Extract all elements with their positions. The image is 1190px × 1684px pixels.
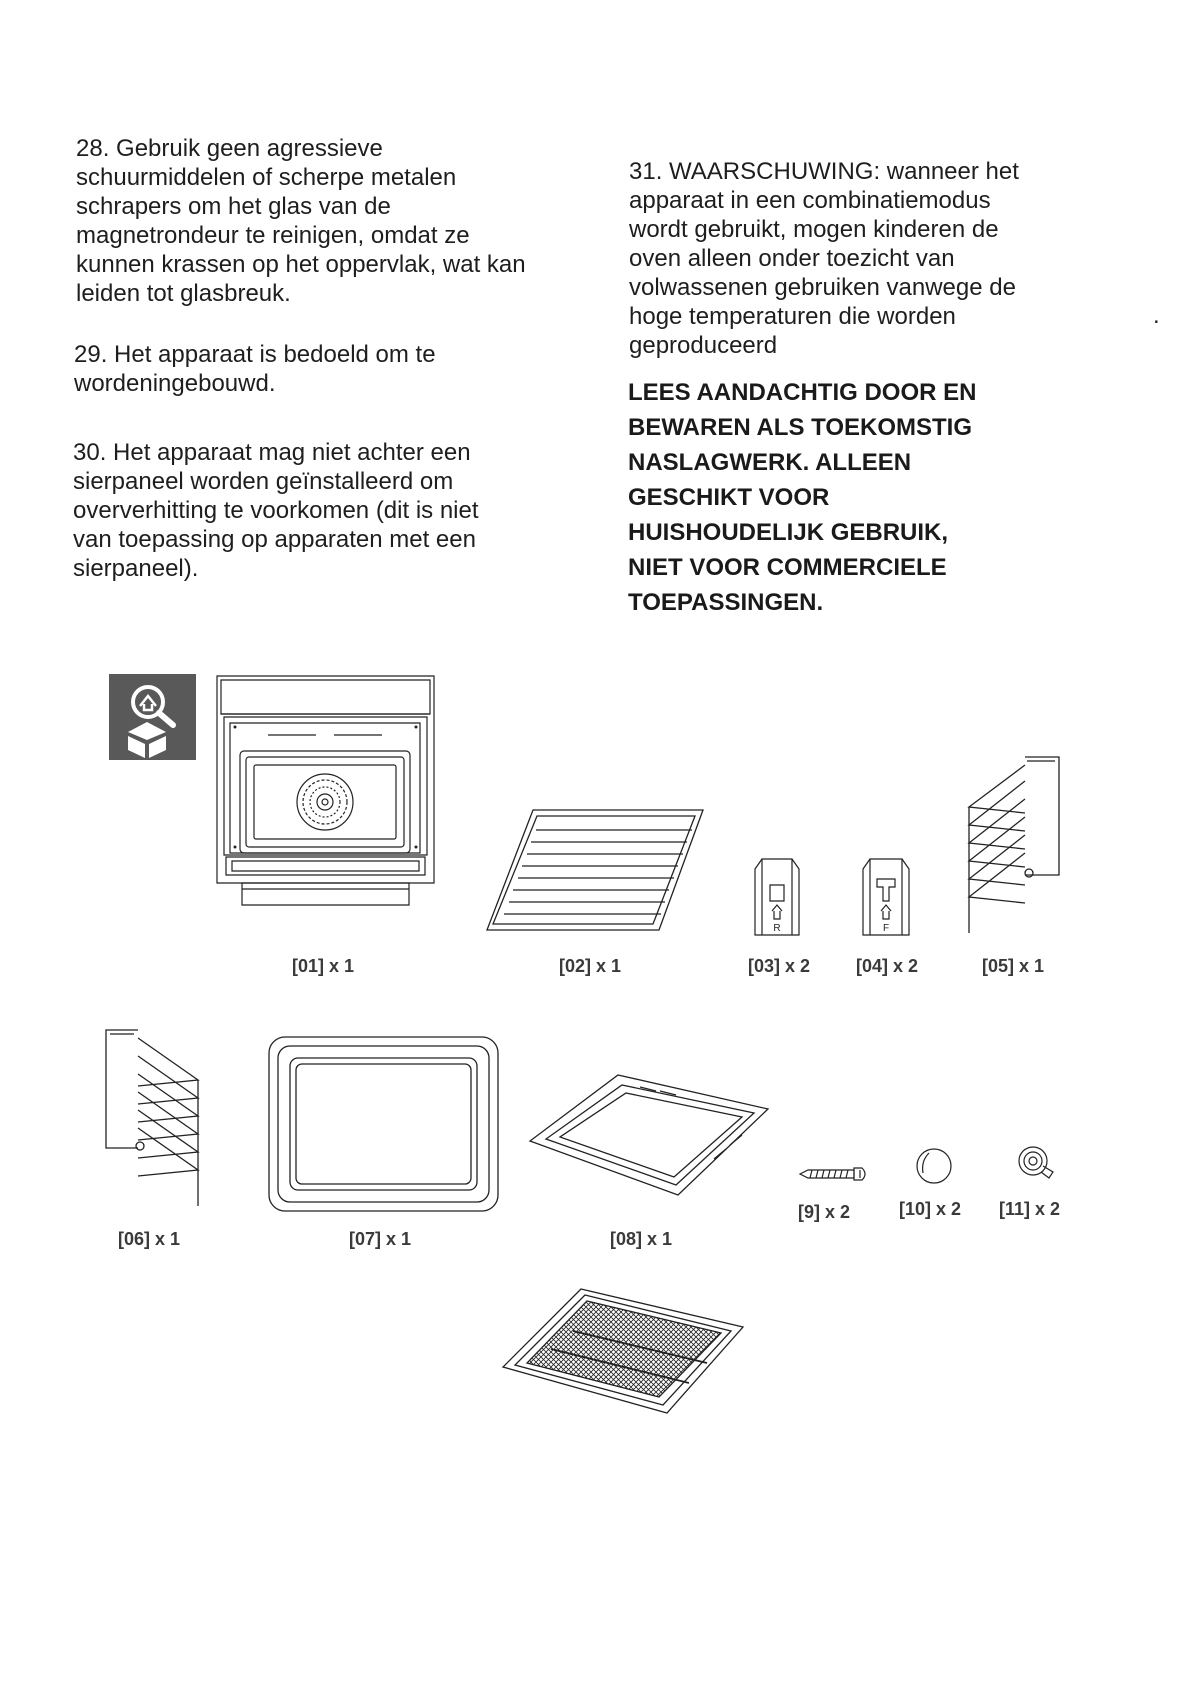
paragraph-31: 31. WAARSCHUWING: wanneer het apparaat in een combinatiemodus wordt gebruikt, mogen kinderen de oven alleen onder toezicht van volwassenen gebruiken vanwege de hoge temperaturen die worden geproduceerd <box>629 158 1019 359</box>
baking-tray-illustration <box>268 1036 499 1212</box>
side-rack-left-illustration <box>104 1028 202 1210</box>
screw-illustration <box>798 1166 870 1182</box>
part-label-02: [02] x 1 <box>559 956 622 976</box>
clip-letter-r: R <box>773 923 781 934</box>
cover-cap-illustration <box>915 1147 953 1185</box>
wire-shelf-illustration <box>481 808 708 935</box>
rail-clip-r-illustration <box>752 857 802 937</box>
clip-letter-f: F <box>882 923 890 934</box>
part-label-09: [9] x 2 <box>798 1202 851 1222</box>
part-label-05: [05] x 1 <box>982 956 1045 976</box>
part-label-10: [10] x 2 <box>899 1199 962 1219</box>
part-label-03: [03] x 2 <box>748 956 811 976</box>
mesh-grill-tray-illustration <box>501 1287 744 1415</box>
unpack-box-search-icon <box>109 674 196 760</box>
paragraph-29: 29. Het apparaat is bedoeld om te wordeningebouwd. <box>74 341 436 397</box>
part-label-01: [01] x 1 <box>292 956 355 976</box>
part-label-07: [07] x 1 <box>349 1229 412 1249</box>
stray-mark: . <box>1153 302 1160 329</box>
deep-tray-illustration <box>528 1073 769 1198</box>
part-label-06: [06] x 1 <box>118 1229 181 1249</box>
part-label-04: [04] x 2 <box>856 956 919 976</box>
fixing-bracket-illustration <box>1013 1144 1057 1180</box>
storage-warning: LEES AANDACHTIG DOOR EN BEWAREN ALS TOEKOMSTIG NASLAGWERK. ALLEEN GESCHIKT VOOR HUISHOUDELIJK GEBRUIK, NIET VOOR COMMERCIELE TOEPASSINGEN. <box>628 379 977 616</box>
side-rack-right-illustration <box>965 755 1061 937</box>
paragraph-28: 28. Gebruik geen agressieve schuurmiddelen of scherpe metalen schrapers om het glas van de magnetrondeur te reinigen, omdat ze kunnen krassen op het oppervlak, wat kan leiden tot glasbreuk. <box>76 135 526 307</box>
oven-illustration <box>216 675 435 938</box>
part-label-08: [08] x 1 <box>610 1229 673 1249</box>
rail-clip-f-illustration <box>860 857 912 937</box>
paragraph-30: 30. Het apparaat mag niet achter een sierpaneel worden geïnstalleerd om oververhitting te voorkomen (dit is niet van toepassing op apparaten met een sierpaneel). <box>73 439 479 582</box>
part-label-11: [11] x 2 <box>999 1199 1061 1219</box>
